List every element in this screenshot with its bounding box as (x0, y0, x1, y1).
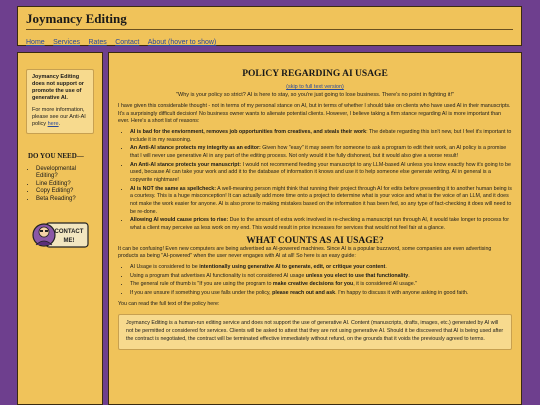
guide-text: . (408, 272, 410, 279)
main-content (108, 52, 522, 405)
notice-heading: Joymancy Editing does not support or promote the use of generative AI. (32, 74, 84, 102)
list-item (130, 281, 512, 289)
guide-bold: unless you elect to use that functionality (305, 272, 409, 279)
usage-guide-list (118, 264, 512, 298)
list-item (130, 273, 512, 281)
reason-text: A well-meaning person might think that running their project through AI for edits before presenting it to another human being is a courtesy. This is a huge misconception! It can actually add more time onto a project to determine what is your voice and what is the voice of an LLM, and it does not make the work easier for anyone. AI is also prone to making mistakes based on the information it has been fed, so any type of fact-checking it does will need to be re-done. (130, 185, 512, 215)
list-item (130, 162, 512, 185)
policy-link[interactable]: here (47, 120, 59, 127)
services-list (26, 166, 94, 204)
full-text-intro: You can read the full text of the policy here: (118, 300, 220, 307)
site-title: Joymancy Editing (26, 11, 127, 26)
skip-to-full-text-link[interactable]: (skip to full text version) (286, 84, 344, 90)
notice-body (32, 107, 88, 128)
reason-title: An Anti-AI stance protects my integrity as an editor: (130, 145, 261, 152)
guide-bold: make creative decisions for you (272, 281, 354, 288)
contact-badge-line2: ME! (63, 238, 75, 245)
reason-title: AI is bad for the enviornment, removes job opportunities from creatives, and steals their work (130, 129, 367, 136)
nav-services[interactable]: Services (53, 39, 80, 46)
skip-link-wrap (118, 84, 512, 90)
page-title: POLICY REGARDING AI USAGE (242, 69, 388, 79)
nav-about[interactable]: About (hover to show) (147, 39, 217, 46)
guide-bold: please reach out and ask (272, 290, 336, 297)
list-item: • Line Editing? (36, 181, 94, 189)
contact-avatar-icon (32, 215, 90, 253)
full-policy-text: Joymancy Editing is a human-run editing service and does not support the use of generative AI. Content (manuscripts, drafts, images, etc.) generated by AI will not be permitted or considered for services. Clients will be asked to attest that they are not using generative AI. Should it be discovered that AI is being used after the contract is negotiated, the contract will be terminated effective immediately without refund, on the grounds that it voids the previously agreed to terms. (118, 314, 512, 350)
nav-rates[interactable]: Rates (88, 39, 107, 46)
contact-me-badge[interactable] (32, 215, 90, 253)
list-item: • Developmental Editing? (36, 166, 94, 181)
contact-badge-line1: CONTACT (54, 229, 84, 236)
list-item: • Copy Editing? (36, 188, 94, 196)
nav-home[interactable]: Home (26, 39, 45, 46)
sidebar (17, 52, 103, 405)
notice-text-end: . (58, 120, 61, 127)
list-item (130, 264, 512, 272)
list-item (130, 217, 512, 232)
top-nav (26, 31, 513, 49)
counts-intro: It can be confusing! Even new computers are being advertised as AI-powered machines. Since AI is a popular buzzword, some companies are even advertising products as being "AI-powered" when the user never engages with AI at all! So here is an easy guide: (118, 245, 492, 260)
intro-paragraph: I have given this considerable thought - not in terms of my personal stance on AI, but in terms of whether I should take on clients who have used AI in their manuscripts. It's a surprisingly difficult decision! No business owner wants to alienate potential clients. However, I believe taking a firm stance regarding AI is more important than ever. Here's a short list of reasons: (118, 103, 511, 125)
reason-text: I would not recommend feeding your manuscript to any LLM-based AI unless you know exactly how it's going to be used, because AI can take your work and add it to the database of information it knows and use it to help someone else generate writing. AI in general is a copywrite nightmare! (130, 161, 511, 184)
list-item (130, 129, 512, 144)
site-header (17, 6, 522, 46)
header-divider (26, 29, 513, 30)
guide-text: The general rule of thumb is "If you are using the program to (130, 281, 273, 288)
nav-contact[interactable]: Contact (115, 39, 140, 46)
guide-text: . (385, 264, 387, 271)
reason-text: Due to the amount of extra work involved in re-checking a manuscript run through AI, it would take longer to process for what a client may perceive as less work on my end. This would result in price increases for services that would not feel fair at a glance. (130, 217, 509, 232)
reason-text: : The debate regarding this isn't new, but I feel it's important to include it in my reasoning. (130, 129, 512, 143)
list-item (130, 145, 512, 160)
guide-text: Using a program that advertises AI functionality is not considered AI usage (130, 272, 306, 279)
reason-title: AI is NOT the same as spellcheck: (130, 185, 216, 192)
section-title: WHAT COUNTS AS AI USAGE? (246, 235, 384, 246)
list-item (130, 186, 512, 217)
guide-text: , it is considered AI usage." (353, 281, 418, 288)
reasons-list (118, 129, 512, 233)
anti-ai-notice (26, 69, 94, 134)
guide-text: . I'm happy to discuss it with anyone asking in good faith. (335, 290, 469, 297)
guide-bold: intentionally using generative AI to generate, edit, or critique your content (199, 264, 386, 271)
notice-text: For more information, please see our Anti-AI policy (32, 106, 86, 127)
reason-text: Given how "easy" it may seem for someone to ask a program to edit their work, an AI policy is a promise that I will never use generative AI in any part of the editing process. Not only would it be fully dishonest, but it would also give a worse result! (130, 145, 507, 160)
list-item: • Beta Reading? (36, 196, 94, 204)
guide-text: AI Usage is considered to be (130, 264, 200, 271)
list-item (130, 290, 512, 298)
reason-title: An Anti-AI stance protects your manuscript: (130, 161, 242, 168)
reason-title: Allowing AI would cause prices to rise: (130, 217, 229, 224)
do-you-need-heading: DO YOU NEED— (28, 151, 84, 160)
guide-text: If you are unsure if something you use falls under the policy, (130, 290, 273, 297)
quote: "Why is your policy so strict? AI is here to stay, so you're just going to lose business. There's no point in fighting it!" (176, 92, 454, 98)
